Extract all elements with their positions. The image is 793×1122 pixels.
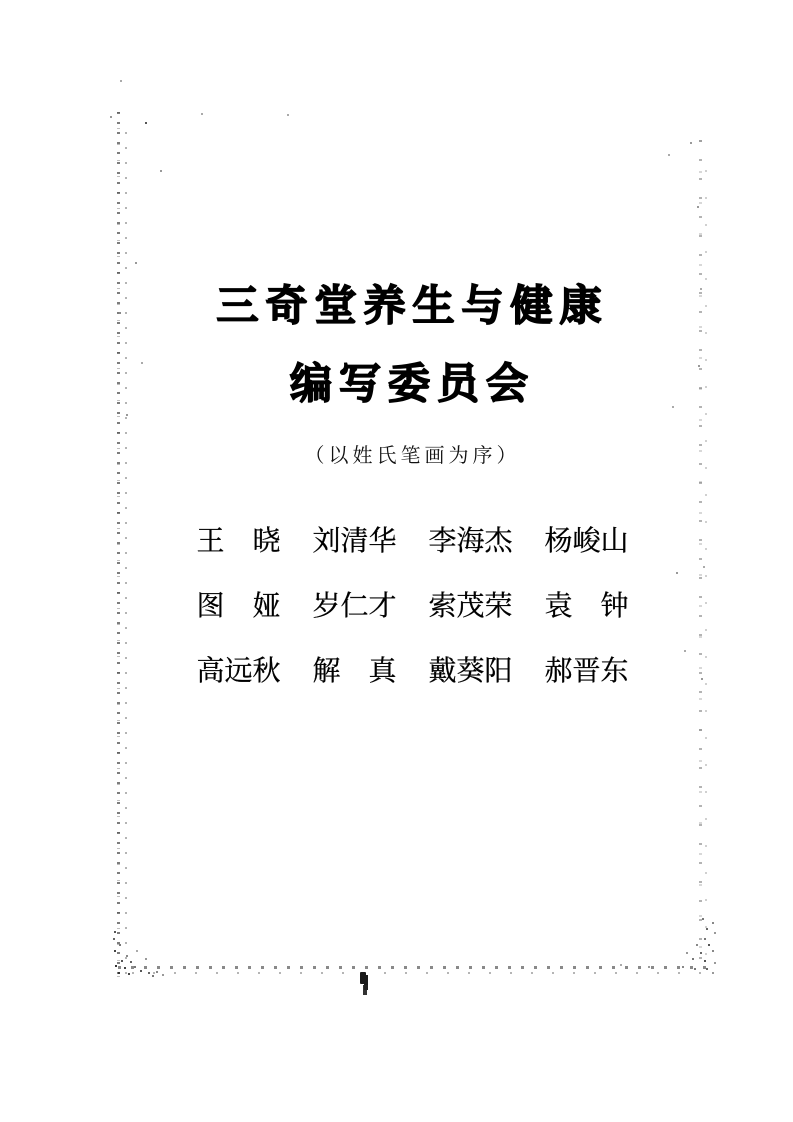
ink-smudge [360, 972, 366, 984]
scan-noise-left-edge-2 [125, 132, 127, 974]
member-name: 岁仁才 [312, 589, 397, 622]
members-row [115, 524, 710, 558]
member-name: 杨峻山 [544, 524, 629, 557]
member-name: 解 真 [312, 654, 397, 687]
members-row [115, 589, 710, 623]
member-name: 图 娅 [196, 589, 281, 622]
scan-noise-left-edge [117, 112, 120, 978]
scan-noise-bottom-line [118, 966, 710, 969]
scan-noise-stray-specks [0, 0, 2, 2]
committee-title-line2: 编写委员会 [289, 359, 535, 408]
member-name: 戴葵阳 [428, 654, 513, 687]
scan-noise-right-edge-2 [705, 170, 707, 970]
member-name: 高远秋 [196, 654, 281, 687]
member-name: 李海杰 [428, 524, 513, 557]
member-name: 索茂荣 [428, 589, 513, 622]
committee-title-line1: 三奇堂养生与健康 [216, 281, 609, 330]
scan-noise-right-edge [699, 140, 702, 975]
members-row [115, 654, 710, 688]
scan-noise-bottom-right-cluster [678, 918, 680, 920]
member-name: 郝晋东 [544, 654, 629, 687]
member-name: 袁 钟 [544, 589, 629, 622]
member-name: 王 晓 [196, 524, 281, 557]
scan-noise-bottom-left-cluster [112, 930, 114, 932]
sort-order-note: （以姓氏笔画为序） [304, 443, 521, 467]
scan-noise-bottom-line-2 [132, 972, 706, 974]
member-name: 刘清华 [312, 524, 397, 557]
